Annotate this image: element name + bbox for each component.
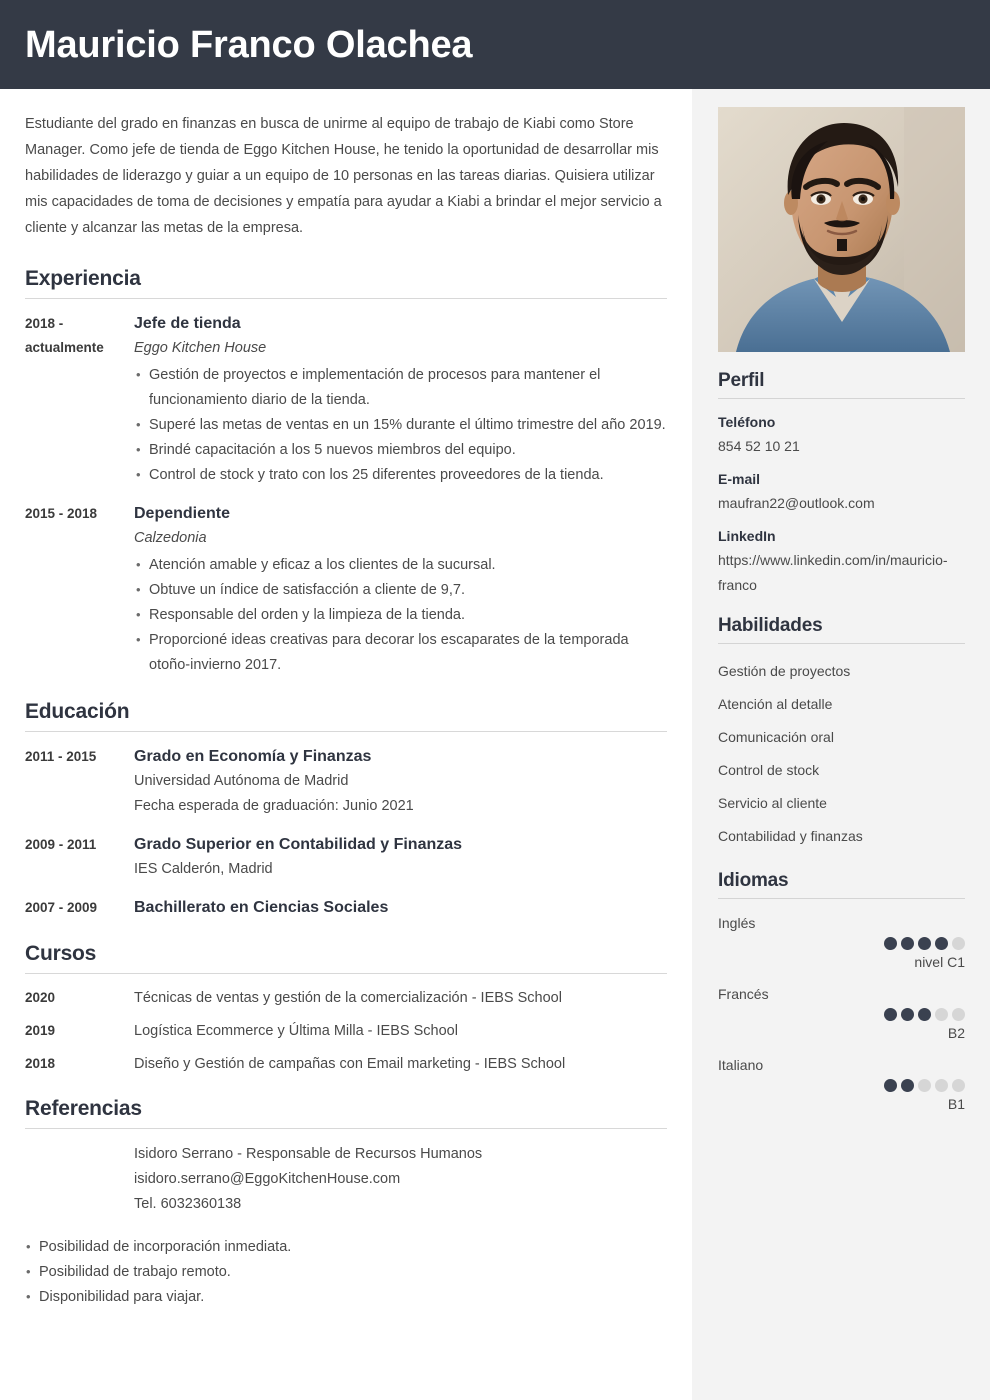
rating-dot [884, 937, 897, 950]
profile-heading: Perfil [718, 370, 965, 399]
experience-list [25, 312, 667, 678]
course-row [25, 1020, 667, 1042]
profile-field-label: E-mail [718, 471, 761, 487]
entry-date: 2007 - 2009 [25, 900, 98, 915]
skills-section [718, 615, 965, 853]
education-entry [25, 896, 667, 920]
languages-heading: Idiomas [718, 870, 965, 899]
profile-field-value: https://www.linkedin.com/in/mauricio-franco [718, 552, 948, 593]
resume-header [0, 0, 990, 89]
experience-entry [25, 502, 667, 678]
reference-line: Isidoro Serrano - Responsable de Recursos Humanos [134, 1146, 483, 1162]
education-entry [25, 833, 667, 882]
skill-item: Atención al detalle [718, 696, 833, 712]
sidebar [692, 89, 990, 1133]
profile-field-label: Teléfono [718, 414, 776, 430]
language-level: B1 [947, 1096, 965, 1112]
profile-field-value: maufran22@outlook.com [718, 495, 875, 511]
language-item [718, 1052, 965, 1116]
course-row [25, 1053, 667, 1075]
course-year: 2019 [25, 1023, 56, 1038]
education-entry [25, 745, 667, 819]
job-bullets [134, 363, 667, 488]
course-name: Logística Ecommerce y Última Milla - IEBS School [134, 1023, 458, 1039]
profile-field-value: 854 52 10 21 [718, 438, 800, 454]
job-bullet: • Responsable del orden y la limpieza de la tienda. [134, 603, 667, 628]
skill-item: Comunicación oral [718, 729, 834, 745]
language-name: Francés [718, 986, 769, 1002]
language-rating-dots [718, 1008, 965, 1021]
rating-dot [918, 1008, 931, 1021]
entry-body [134, 896, 667, 920]
reference-line: Tel. 6032360138 [134, 1196, 242, 1212]
main-column [0, 89, 692, 1332]
job-bullet: • Atención amable y eficaz a los clientes de la sucursal. [134, 553, 667, 578]
job-bullet: • Brindé capacitación a los 5 nuevos miembros del equipo. [134, 438, 667, 463]
references-heading: Referencias [25, 1097, 667, 1129]
language-name: Inglés [718, 915, 756, 931]
education-list [25, 745, 667, 920]
skill-item: Contabilidad y finanzas [718, 828, 863, 844]
availability-list [25, 1235, 667, 1310]
rating-dot [935, 1079, 948, 1092]
course-year: 2020 [25, 990, 56, 1005]
course-year: 2018 [25, 1056, 56, 1071]
rating-dot [952, 1079, 965, 1092]
rating-dot [935, 1008, 948, 1021]
job-bullet: • Superé las metas de ventas en un 15% durante el último trimestre del año 2019. [134, 413, 667, 438]
education-heading: Educación [25, 700, 667, 732]
education-section [25, 700, 667, 920]
institution-name: Universidad Autónoma de Madrid [134, 773, 349, 789]
company-name: Eggo Kitchen House [134, 340, 267, 356]
availability-item: • Disponibilidad para viajar. [25, 1285, 667, 1310]
rating-dot [884, 1008, 897, 1021]
job-bullet: • Control de stock y trato con los 25 diferentes proveedores de la tienda. [134, 463, 667, 488]
language-item [718, 981, 965, 1045]
rating-dot [918, 1079, 931, 1092]
rating-dot [918, 937, 931, 950]
course-name: Diseño y Gestión de campañas con Email marketing - IEBS School [134, 1056, 566, 1072]
profile-section [718, 370, 965, 598]
job-bullets [134, 553, 667, 678]
professional-summary: Estudiante del grado en finanzas en busca de unirme al equipo de trabajo de Kiabi como Store Manager. Como jefe de tienda de Eggo Kitchen House, he tenido la oportunidad de desarrollar mis habilidades de liderazgo y guiar a un equipo de 10 personas en las tareas diarias. Quisiera utilizar mis capacidades de toma de decisiones y empatía para ayudar a Kiabi a brindar el mejor servicio a cliente y alcanzar las metas de la empresa. [25, 116, 662, 236]
courses-section [25, 942, 667, 1075]
entry-date: 2011 - 2015 [25, 749, 97, 764]
degree-title: Bachillerato en Ciencias Sociales [134, 899, 389, 916]
job-bullet: • Gestión de proyectos e implementación de procesos para mantener el funcionamiento diario de la tienda. [134, 363, 667, 413]
availability-item: • Posibilidad de incorporación inmediata. [25, 1235, 667, 1260]
institution-name: IES Calderón, Madrid [134, 861, 273, 877]
profile-fields [718, 410, 965, 598]
degree-title: Grado Superior en Contabilidad y Finanzas [134, 836, 463, 853]
skill-item: Gestión de proyectos [718, 663, 851, 679]
graduation-note: Fecha esperada de graduación: Junio 2021 [134, 798, 414, 814]
experience-section [25, 267, 667, 678]
experience-heading: Experiencia [25, 267, 667, 299]
rating-dot [901, 1008, 914, 1021]
language-rating-dots [718, 1079, 965, 1092]
references-section [25, 1097, 667, 1310]
job-title: Jefe de tienda [134, 315, 241, 332]
experience-entry [25, 312, 667, 488]
job-bullet: • Proporcioné ideas creativas para decorar los escaparates de la temporada otoño-invierno 2017. [134, 628, 667, 678]
references-block [25, 1142, 667, 1217]
company-name: Calzedonia [134, 530, 207, 546]
entry-date: 2009 - 2011 [25, 837, 97, 852]
rating-dot [884, 1079, 897, 1092]
languages-section [718, 870, 965, 1116]
degree-title: Grado en Economía y Finanzas [134, 748, 372, 765]
course-name: Técnicas de ventas y gestión de la comercialización - IEBS School [134, 990, 562, 1006]
profile-field-label: LinkedIn [718, 528, 776, 544]
course-row [25, 987, 667, 1009]
entry-body [134, 833, 667, 882]
candidate-name: Mauricio Franco Olachea [25, 23, 473, 66]
skill-item: Servicio al cliente [718, 795, 827, 811]
skills-heading: Habilidades [718, 615, 965, 644]
language-level: B2 [947, 1025, 965, 1041]
rating-dot [935, 937, 948, 950]
languages-list [718, 910, 965, 1116]
rating-dot [952, 1008, 965, 1021]
job-title: Dependiente [134, 505, 231, 522]
job-bullet: • Obtuve un índice de satisfacción a cliente de 9,7. [134, 578, 667, 603]
rating-dot [901, 1079, 914, 1092]
skills-list [718, 655, 965, 853]
rating-dot [901, 937, 914, 950]
reference-line: isidoro.serrano@EggoKitchenHouse.com [134, 1171, 401, 1187]
courses-heading: Cursos [25, 942, 667, 974]
skill-item: Control de stock [718, 762, 820, 778]
entry-body [134, 502, 667, 678]
language-name: Italiano [718, 1057, 764, 1073]
entry-date: 2015 - 2018 [25, 506, 98, 521]
entry-body [134, 745, 667, 819]
entry-date: 2018 - actualmente [25, 316, 104, 355]
courses-list [25, 987, 667, 1075]
language-rating-dots [718, 937, 965, 950]
language-item [718, 910, 965, 974]
rating-dot [952, 937, 965, 950]
entry-body [134, 312, 667, 488]
profile-photo [718, 107, 965, 352]
availability-item: • Posibilidad de trabajo remoto. [25, 1260, 667, 1285]
language-level: nivel C1 [914, 954, 965, 970]
